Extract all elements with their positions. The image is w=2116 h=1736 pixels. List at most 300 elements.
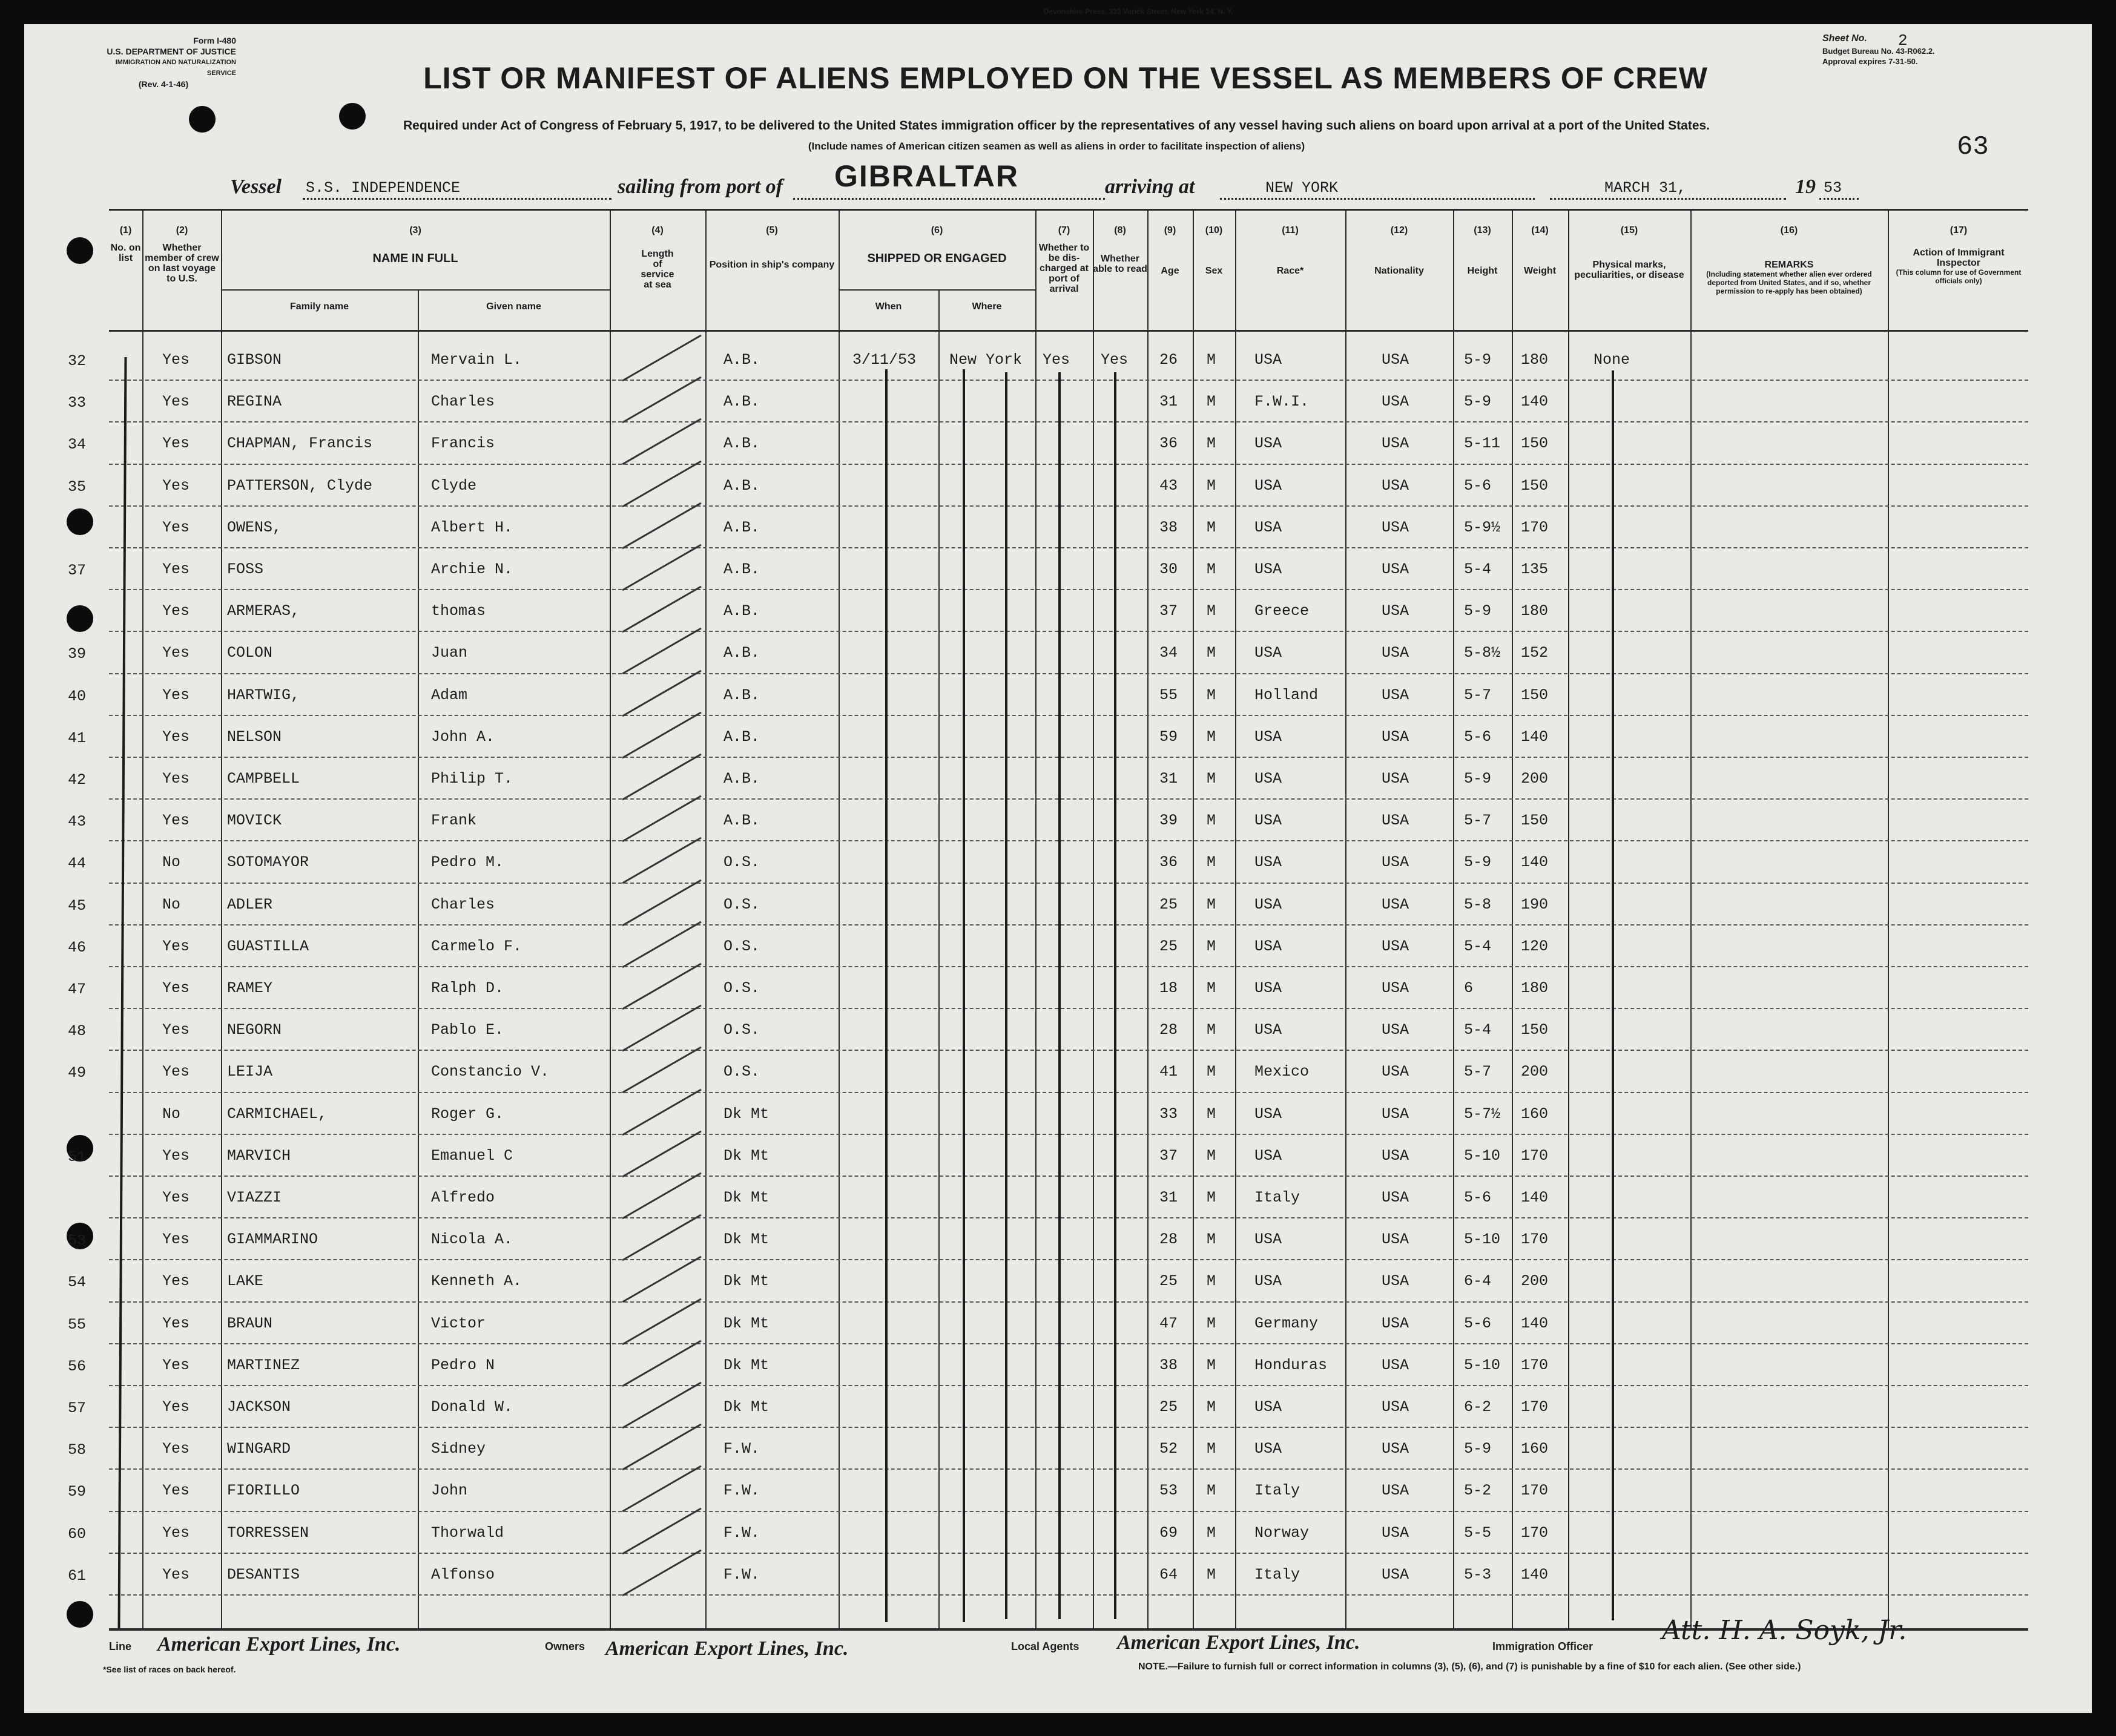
last-voyage-cell: Yes (162, 937, 190, 955)
length-of-service-mark (622, 1256, 701, 1303)
given-name-cell: Carmelo F. (431, 937, 522, 955)
binder-hole (67, 237, 93, 264)
length-of-service-mark (622, 669, 701, 717)
col3-header (221, 225, 610, 264)
col13-number: (13) (1474, 225, 1491, 235)
binder-hole (67, 1601, 93, 1628)
nationality-cell: USA (1382, 1105, 1409, 1123)
family-name-cell: HARTWIG, (227, 686, 300, 704)
weight-cell: 200 (1521, 770, 1549, 787)
race-cell: USA (1254, 895, 1282, 913)
age-cell: 31 (1159, 770, 1178, 787)
height-cell: 5-7 (1464, 1063, 1492, 1081)
col17-header (1892, 225, 2025, 285)
height-cell: 5-8½ (1464, 644, 1501, 662)
last-voyage-cell: Yes (162, 1482, 190, 1500)
row-number: 59 (68, 1483, 87, 1501)
race-cell: Norway (1254, 1524, 1310, 1542)
row-number: 49 (68, 1064, 87, 1082)
race-cell: USA (1254, 644, 1282, 662)
length-of-service-mark (622, 754, 701, 801)
vessel-value: S.S. INDEPENDENCE (306, 179, 461, 197)
race-cell: Italy (1254, 1189, 1300, 1206)
footer-line-label: Line (109, 1640, 132, 1652)
race-cell: Mexico (1254, 1063, 1310, 1081)
nationality-cell: USA (1382, 644, 1409, 662)
sheet-label: Sheet No. (1822, 33, 1867, 44)
last-voyage-cell: Yes (162, 561, 190, 578)
position-cell: Dk Mt (723, 1398, 770, 1416)
col12-number: (12) (1390, 225, 1408, 235)
sheet-info (1822, 33, 1935, 67)
family-name-cell: OWENS, (227, 518, 282, 536)
weight-cell: 170 (1521, 1524, 1549, 1542)
position-cell: F.W. (723, 1565, 760, 1583)
row-number: 54 (68, 1274, 87, 1292)
weight-cell: 200 (1521, 1272, 1549, 1290)
height-cell: 5-9 (1464, 1440, 1492, 1458)
last-voyage-cell: Yes (162, 1063, 190, 1081)
age-cell: 38 (1159, 518, 1178, 536)
col6a-header: When (875, 301, 902, 312)
age-cell: 38 (1159, 1356, 1178, 1374)
given-name-cell: thomas (431, 602, 486, 620)
vessel-label: Vessel (230, 176, 282, 198)
length-of-service-mark (622, 1172, 701, 1220)
given-name-cell: Pedro N (431, 1356, 495, 1374)
row-number: 33 (68, 394, 87, 412)
length-of-service-mark (622, 1424, 701, 1471)
position-cell: A.B. (723, 393, 760, 411)
weight-cell: 140 (1521, 1314, 1549, 1332)
given-name-cell: Juan (431, 644, 468, 662)
col14-number: (14) (1531, 225, 1549, 235)
col5-number: (5) (766, 225, 778, 235)
col12-title: Nationality (1374, 266, 1424, 276)
given-name-cell: Pedro M. (431, 853, 504, 872)
nationality-cell: USA (1382, 518, 1409, 536)
nationality-cell: USA (1382, 1314, 1409, 1332)
family-name-cell: FIORILLO (227, 1482, 300, 1500)
weight-cell: 152 (1521, 644, 1549, 662)
height-cell: 5-3 (1464, 1565, 1492, 1583)
row-number: 41 (68, 729, 87, 747)
col14-header (1512, 225, 1568, 276)
length-of-service-mark (622, 963, 701, 1010)
ditto-stroke (1058, 372, 1061, 1619)
position-cell: O.S. (723, 1021, 760, 1039)
family-name-cell: JACKSON (227, 1398, 291, 1416)
length-of-service-mark (622, 1549, 701, 1596)
col13-header (1453, 225, 1512, 276)
age-cell: 30 (1159, 561, 1178, 578)
service: IMMIGRATION AND NATURALIZATION SERVICE (115, 59, 236, 77)
sex-cell: M (1207, 1356, 1216, 1374)
length-of-service-mark (622, 1507, 701, 1554)
age-cell: 37 (1159, 1146, 1178, 1165)
officer-signature: Att. H. A. Soyk, Jr. (1662, 1615, 1907, 1646)
arriving-value: NEW YORK (1265, 179, 1339, 197)
weight-cell: 150 (1521, 686, 1549, 704)
row-number: 55 (68, 1315, 87, 1333)
sailing-label: sailing from port of (618, 176, 783, 198)
height-cell: 5-11 (1464, 435, 1501, 453)
position-cell: A.B. (723, 686, 760, 704)
row-number: 42 (68, 771, 87, 789)
weight-cell: 160 (1521, 1105, 1549, 1123)
weight-cell: 140 (1521, 1565, 1549, 1583)
nationality-cell: USA (1382, 1063, 1409, 1081)
race-cell: USA (1254, 812, 1282, 830)
given-name-cell: Philip T. (431, 770, 513, 787)
col5-title: Position in ship's company (709, 260, 835, 270)
length-of-service-mark (622, 544, 701, 591)
sex-cell: M (1207, 518, 1216, 536)
page-number: 63 (1957, 132, 1989, 162)
height-cell: 5-9 (1464, 351, 1492, 369)
given-name-cell: Adam (431, 686, 468, 704)
last-voyage-cell: Yes (162, 1565, 190, 1583)
family-name-cell: CAMPBELL (227, 770, 300, 787)
page-title: LIST OR MANIFEST OF ALIENS EMPLOYED ON THE VESSEL AS MEMBERS OF CREW (423, 61, 1708, 95)
col3-title: NAME IN FULL (372, 252, 458, 265)
sex-cell: M (1207, 644, 1216, 662)
race-cell: USA (1254, 979, 1282, 997)
footer-note: NOTE.—Failure to furnish full or correct information in columns (3), (5), (6), and (7) is punishable by a fine of $10 for each alien. (See other side.) (1138, 1662, 1801, 1672)
nationality-cell: USA (1382, 1021, 1409, 1039)
department: U.S. DEPARTMENT OF JUSTICE (107, 47, 236, 56)
family-name-cell: FOSS (227, 561, 264, 578)
sex-cell: M (1207, 435, 1216, 453)
weight-cell: 140 (1521, 393, 1549, 411)
age-cell: 33 (1159, 1105, 1178, 1123)
race-cell: Holland (1254, 686, 1319, 704)
last-voyage-cell: Yes (162, 979, 190, 997)
sex-cell: M (1207, 853, 1216, 872)
approval-expiry: Approval expires 7-31-50. (1822, 57, 1918, 66)
race-cell: F.W.I. (1254, 393, 1310, 411)
given-name-cell: Kenneth A. (431, 1272, 522, 1290)
height-cell: 6 (1464, 979, 1474, 997)
nationality-cell: USA (1382, 351, 1409, 369)
height-cell: 6-4 (1464, 1272, 1492, 1290)
height-cell: 5-4 (1464, 1021, 1492, 1039)
race-cell: USA (1254, 351, 1282, 369)
height-cell: 5-6 (1464, 728, 1492, 746)
col8-number: (8) (1114, 225, 1126, 235)
given-name-cell: Nicola A. (431, 1231, 513, 1249)
col10-header (1193, 225, 1235, 276)
age-cell: 55 (1159, 686, 1178, 704)
col11-header (1235, 225, 1345, 276)
footer-officer-label: Immigration Officer (1492, 1640, 1594, 1652)
col9-title: Age (1161, 266, 1179, 276)
age-cell: 34 (1159, 644, 1178, 662)
race-cell: USA (1254, 728, 1282, 746)
height-cell: 5-9 (1464, 853, 1492, 872)
family-name-cell: GIBSON (227, 351, 282, 369)
position-cell: Dk Mt (723, 1356, 770, 1374)
col16-subtitle: (Including statement whether alien ever ordered deported from United States, and if so, whether permission to re-apply has been obtained) (1706, 270, 1872, 295)
position-cell: Dk Mt (723, 1231, 770, 1249)
footer-line-value: American Export Lines, Inc. (157, 1633, 401, 1655)
weight-cell: 150 (1521, 1021, 1549, 1039)
col5-header (705, 225, 839, 270)
given-name-cell: Frank (431, 812, 477, 830)
position-cell: Dk Mt (723, 1189, 770, 1206)
height-cell: 5-6 (1464, 476, 1492, 495)
given-name-cell: Albert H. (431, 518, 513, 536)
col3-number: (3) (409, 225, 421, 235)
sex-cell: M (1207, 686, 1216, 704)
weight-cell: 180 (1521, 602, 1549, 620)
position-cell: A.B. (723, 812, 760, 830)
row-number: 32 (68, 352, 87, 370)
nationality-cell: USA (1382, 1440, 1409, 1458)
row-rule (109, 1594, 2028, 1596)
sex-cell: M (1207, 393, 1216, 411)
weight-cell: 140 (1521, 1189, 1549, 1206)
last-voyage-cell: Yes (162, 1231, 190, 1249)
family-name-cell: GIAMMARINO (227, 1231, 318, 1249)
length-of-service-mark (622, 1130, 701, 1177)
footer-agents-label: Local Agents (1011, 1640, 1079, 1652)
last-voyage-cell: Yes (162, 602, 190, 620)
col6-header (839, 225, 1035, 264)
race-cell: USA (1254, 561, 1282, 578)
sailing-value: GIBRALTAR (834, 159, 1019, 193)
family-name-cell: RAMEY (227, 979, 273, 997)
revision: (Rev. 4-1-46) (138, 79, 189, 89)
given-name-cell: Donald W. (431, 1398, 513, 1416)
col7-title: Whether to be dis-charged at port of arrival (1038, 243, 1090, 294)
given-name-cell: Charles (431, 393, 495, 411)
row-number: 45 (68, 896, 87, 915)
row-number: 47 (68, 981, 87, 998)
race-cell: USA (1254, 518, 1282, 536)
row-number: 51 (68, 1148, 87, 1166)
nationality-cell: USA (1382, 1398, 1409, 1416)
position-cell: A.B. (723, 476, 760, 495)
height-cell: 6-2 (1464, 1398, 1492, 1416)
height-cell: 5-9 (1464, 393, 1492, 411)
family-name-cell: LEIJA (227, 1063, 273, 1081)
col7-header (1035, 225, 1093, 294)
row-number: 48 (68, 1022, 87, 1041)
col4-header (610, 225, 705, 290)
nationality-cell: USA (1382, 1231, 1409, 1249)
height-cell: 5-5 (1464, 1524, 1492, 1542)
printer-line: Devonshire Press, 333 Varick Street, New York 14, N. Y. (1043, 7, 1233, 16)
row-number: 46 (68, 938, 87, 956)
col3a-header: Family name (290, 301, 349, 312)
last-voyage-cell: Yes (162, 1356, 190, 1374)
family-name-cell: MARTINEZ (227, 1356, 300, 1374)
col11-title: Race* (1276, 266, 1304, 276)
col7-number: (7) (1058, 225, 1070, 235)
age-cell: 25 (1159, 895, 1178, 913)
race-cell: USA (1254, 476, 1282, 495)
col16-number: (16) (1780, 225, 1798, 235)
height-cell: 5-6 (1464, 1314, 1492, 1332)
col6-title: SHIPPED OR ENGAGED (867, 252, 1007, 265)
family-name-cell: BRAUN (227, 1314, 273, 1332)
last-voyage-cell: Yes (162, 770, 190, 787)
col3b-header: Given name (486, 301, 541, 312)
position-cell: A.B. (723, 561, 760, 578)
col13-title: Height (1467, 266, 1498, 276)
nationality-cell: USA (1382, 393, 1409, 411)
given-name-cell: Ralph D. (431, 979, 504, 997)
length-of-service-mark (622, 711, 701, 758)
height-cell: 5-10 (1464, 1146, 1501, 1165)
nationality-cell: USA (1382, 728, 1409, 746)
last-voyage-cell: No (162, 1105, 181, 1123)
weight-cell: 170 (1521, 1356, 1549, 1374)
position-cell: A.B. (723, 602, 760, 620)
race-cell: USA (1254, 1021, 1282, 1039)
row-number: 56 (68, 1357, 87, 1375)
race-cell: Honduras (1254, 1356, 1328, 1374)
age-cell: 53 (1159, 1482, 1178, 1500)
col15-number: (15) (1620, 225, 1638, 235)
family-name-cell: CARMICHAEL, (227, 1105, 328, 1123)
age-cell: 39 (1159, 812, 1178, 830)
col17-title: Action of Immigrant Inspector (1913, 248, 2005, 268)
length-of-service-mark (622, 837, 701, 884)
last-voyage-cell: Yes (162, 476, 190, 495)
nationality-cell: USA (1382, 895, 1409, 913)
family-name-cell: DESANTIS (227, 1565, 300, 1583)
age-cell: 28 (1159, 1231, 1178, 1249)
col1-number: (1) (119, 225, 132, 235)
shipped-subheader-line (839, 289, 1035, 291)
age-cell: 69 (1159, 1524, 1178, 1542)
age-cell: 25 (1159, 1272, 1178, 1290)
sex-cell: M (1207, 937, 1216, 955)
table-header-bottom (109, 330, 2028, 332)
position-cell: A.B. (723, 728, 760, 746)
year-prefix: 19 (1795, 176, 1816, 198)
col16-title: REMARKS (1764, 260, 1814, 270)
age-cell: 31 (1159, 1189, 1178, 1206)
row-number: 43 (68, 813, 87, 831)
position-cell: A.B. (723, 435, 760, 453)
col8-header (1093, 225, 1147, 274)
col2-number: (2) (176, 225, 188, 235)
position-cell: Dk Mt (723, 1146, 770, 1165)
last-voyage-cell: Yes (162, 518, 190, 536)
position-cell: Dk Mt (723, 1105, 770, 1123)
footer-agents-value: American Export Lines, Inc. (1117, 1631, 1360, 1654)
position-cell: A.B. (723, 770, 760, 787)
nationality-cell: USA (1382, 1524, 1409, 1542)
name-subheader-line (221, 289, 610, 291)
age-cell: 36 (1159, 853, 1178, 872)
length-of-service-mark (622, 1340, 701, 1387)
length-of-service-mark (622, 879, 701, 926)
height-cell: 5-7 (1464, 812, 1492, 830)
weight-cell: 170 (1521, 1398, 1549, 1416)
nationality-cell: USA (1382, 1272, 1409, 1290)
last-voyage-cell: Yes (162, 1398, 190, 1416)
row-number: 35 (68, 478, 87, 496)
age-cell: 28 (1159, 1021, 1178, 1039)
position-cell: O.S. (723, 979, 760, 997)
weight-cell: 170 (1521, 1146, 1549, 1165)
sex-cell: M (1207, 1565, 1216, 1583)
given-name-cell: Emanuel C (431, 1146, 513, 1165)
weight-cell: 120 (1521, 937, 1549, 955)
last-voyage-cell: Yes (162, 644, 190, 662)
table-top-border (109, 209, 2028, 211)
weight-cell: 150 (1521, 812, 1549, 830)
family-name-cell: REGINA (227, 393, 282, 411)
col4-title: Length of service at sea (641, 249, 674, 290)
position-cell: O.S. (723, 853, 760, 872)
nationality-cell: USA (1382, 602, 1409, 620)
length-of-service-mark (622, 376, 701, 424)
binder-hole (189, 106, 216, 133)
height-cell: 5-7½ (1464, 1105, 1501, 1123)
sex-cell: M (1207, 1524, 1216, 1542)
nationality-cell: USA (1382, 1146, 1409, 1165)
age-cell: 52 (1159, 1440, 1178, 1458)
ditto-stroke (963, 369, 965, 1622)
nationality-cell: USA (1382, 561, 1409, 578)
arriving-label: arriving at (1105, 176, 1195, 198)
col9-number: (9) (1164, 225, 1176, 235)
col9-header (1147, 225, 1193, 276)
race-cell: USA (1254, 853, 1282, 872)
subtitle-note: (Include names of American citizen seamen as well as aliens in order to facilitate inspection of aliens) (808, 140, 1305, 152)
position-cell: A.B. (723, 351, 760, 369)
col14-title: Weight (1523, 266, 1557, 276)
weight-cell: 180 (1521, 351, 1549, 369)
given-name-cell: John (431, 1482, 468, 1500)
age-cell: 64 (1159, 1565, 1178, 1583)
physical-marks-cell: None (1594, 351, 1630, 369)
length-of-service-mark (622, 795, 701, 843)
length-of-service-mark (622, 921, 701, 968)
height-cell: 5-7 (1464, 686, 1492, 704)
position-cell: F.W. (723, 1524, 760, 1542)
weight-cell: 180 (1521, 979, 1549, 997)
last-voyage-cell: Yes (162, 686, 190, 704)
height-cell: 5-9 (1464, 770, 1492, 787)
col10-title: Sex (1205, 266, 1223, 276)
age-cell: 43 (1159, 476, 1178, 495)
row-number: 40 (68, 687, 87, 705)
vessel-underline (303, 197, 611, 200)
row-number: 53 (68, 1232, 87, 1250)
sex-cell: M (1207, 1105, 1216, 1123)
row-number: 34 (68, 436, 87, 454)
age-cell: 41 (1159, 1063, 1178, 1081)
form-identifier (91, 35, 236, 90)
given-name-cell: Thorwald (431, 1524, 504, 1542)
ditto-stroke (1114, 372, 1116, 1619)
row-number: 57 (68, 1399, 87, 1417)
last-voyage-cell: Yes (162, 1272, 190, 1290)
position-cell: A.B. (723, 644, 760, 662)
height-cell: 5-9½ (1464, 518, 1501, 536)
col12-header (1345, 225, 1453, 276)
height-cell: 5-10 (1464, 1231, 1501, 1249)
position-cell: F.W. (723, 1482, 760, 1500)
date-underline (1550, 197, 1786, 200)
position-cell: F.W. (723, 1440, 760, 1458)
